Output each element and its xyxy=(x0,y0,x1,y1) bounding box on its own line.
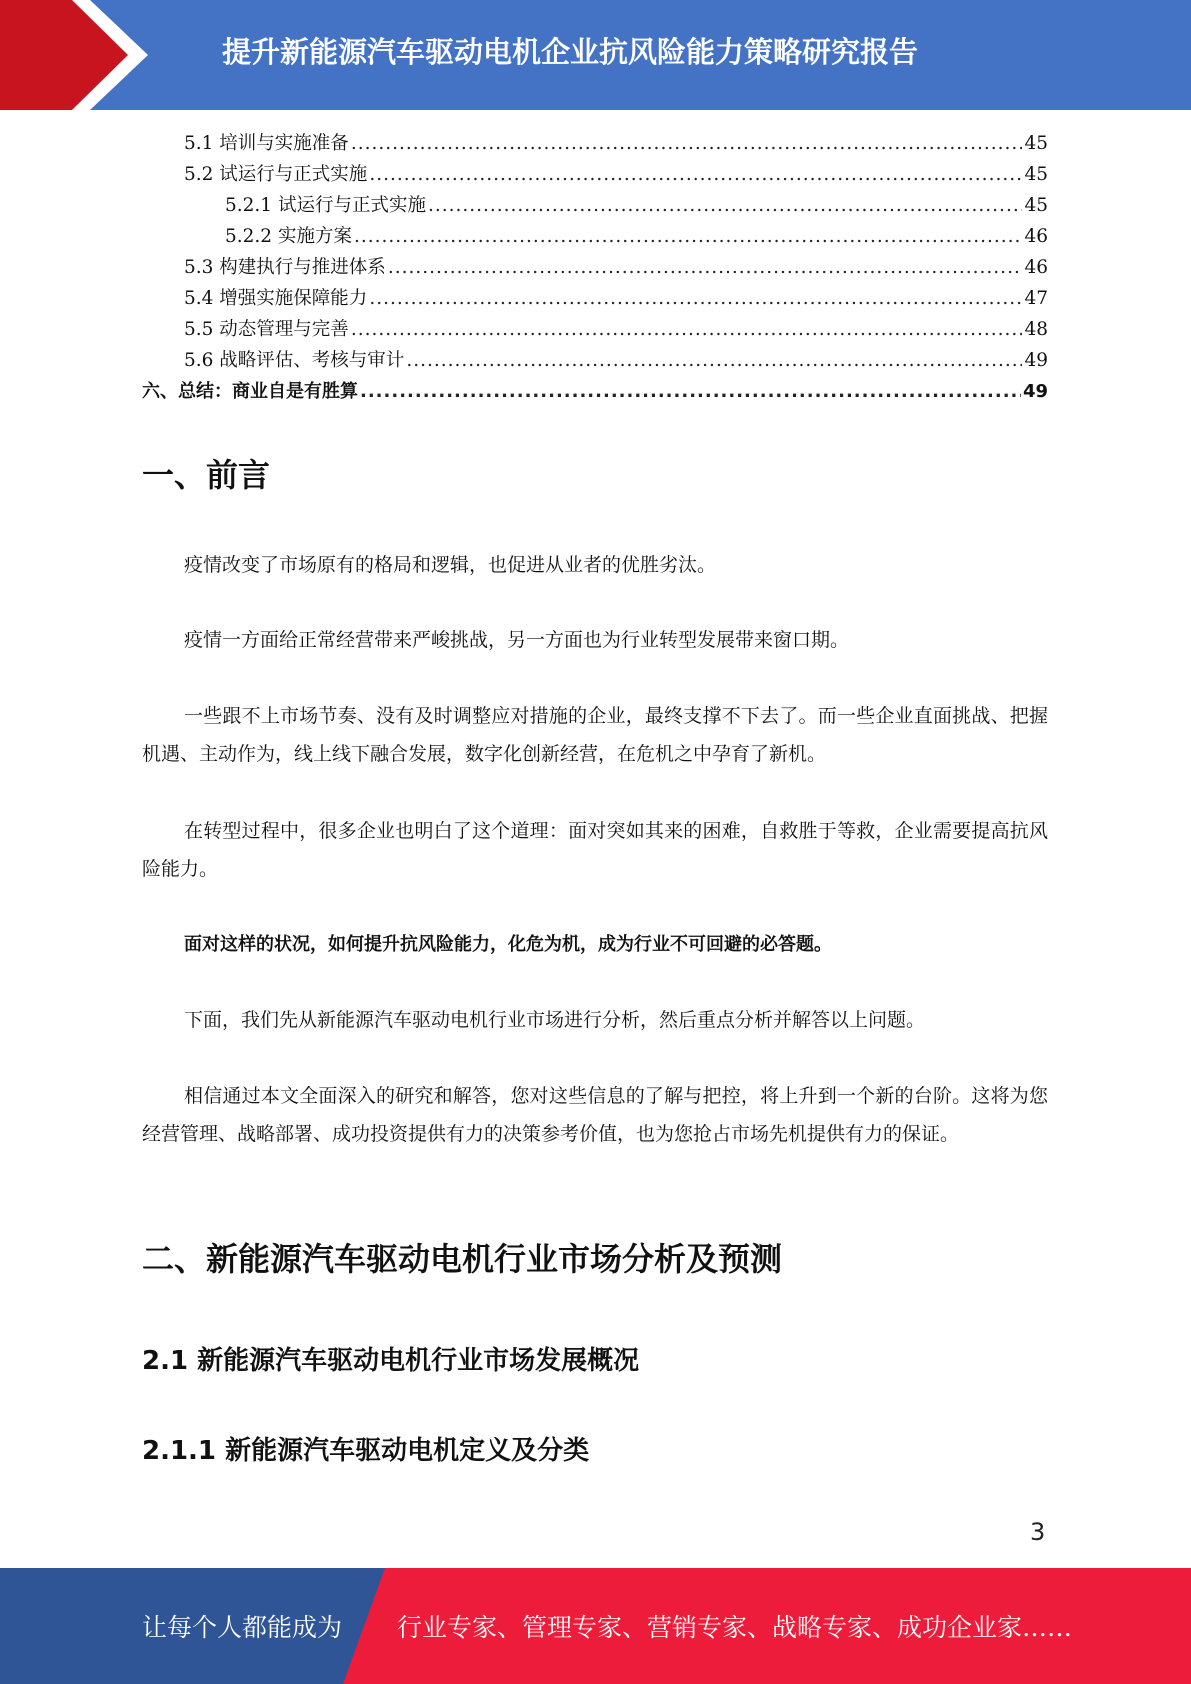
toc-entry-page: 46 xyxy=(1024,257,1048,278)
toc-entry-label: 5.6 战略评估、考核与审计 xyxy=(184,350,405,371)
table-of-contents xyxy=(142,128,1048,407)
toc-entry-page: 47 xyxy=(1024,288,1048,309)
toc-entry-label: 5.2 试运行与正式实施 xyxy=(184,164,368,185)
toc-entry-label: 5.3 构建执行与推进体系 xyxy=(184,257,386,278)
report-title: 提升新能源汽车驱动电机企业抗风险能力策略研究报告 xyxy=(222,35,919,69)
page-header xyxy=(0,0,1191,110)
toc-entry-label: 5.5 动态管理与完善 xyxy=(184,319,349,340)
emphasis-paragraph: 面对这样的状况，如何提升抗风险能力，化危为机，成为行业不可回避的必答题。 xyxy=(184,934,832,955)
market-analysis-heading: 二、新能源汽车驱动电机行业市场分析及预测 xyxy=(142,1240,783,1278)
body-paragraph: 在转型过程中，很多企业也明白了这个道理：面对突如其来的困难，自救胜于等救，企业需要提高抗风险能力。 xyxy=(142,820,1048,880)
toc-entry-label: 六、总结：商业自是有胜算 xyxy=(142,381,358,402)
toc-entry-page: 49 xyxy=(1022,381,1048,402)
toc-leader-dots xyxy=(351,128,1023,159)
toc-entry-label: 5.4 增强实施保障能力 xyxy=(184,288,368,309)
subsubsection-heading: 2.1.1 新能源汽车驱动电机定义及分类 xyxy=(142,1436,590,1466)
toc-leader-dots xyxy=(369,283,1022,314)
page-footer xyxy=(0,1568,1191,1684)
toc-entry[interactable] xyxy=(142,345,1048,376)
footer-slogan-left: 让每个人都能成为 xyxy=(142,1613,343,1642)
toc-entry-page: 48 xyxy=(1024,319,1048,340)
body-paragraph: 相信通过本文全面深入的研究和解答，您对这些信息的了解与把控，将上升到一个新的台阶。这将为您经营管理、战略部署、成功投资提供有力的决策参考价值，也为您抢占市场先机提供有力的保证。 xyxy=(142,1085,1048,1145)
toc-entry-page: 45 xyxy=(1024,195,1048,216)
toc-entry[interactable] xyxy=(142,252,1048,283)
page-number: 3 xyxy=(1030,1518,1046,1546)
toc-entry[interactable] xyxy=(142,190,1048,221)
body-paragraph: 疫情改变了市场原有的格局和逻辑，也促进从业者的优胜劣汰。 xyxy=(184,554,717,576)
toc-entry-page: 45 xyxy=(1024,164,1048,185)
toc-entry[interactable] xyxy=(142,376,1048,407)
toc-entry[interactable] xyxy=(142,128,1048,159)
toc-entry-label: 5.2.2 实施方案 xyxy=(225,226,352,247)
toc-entry-page: 45 xyxy=(1024,133,1048,154)
toc-entry-label: 5.2.1 试运行与正式实施 xyxy=(225,195,426,216)
toc-leader-dots xyxy=(360,376,1021,407)
toc-entry[interactable] xyxy=(142,314,1048,345)
toc-entry[interactable] xyxy=(142,159,1048,190)
toc-entry[interactable] xyxy=(142,283,1048,314)
toc-leader-dots xyxy=(428,190,1022,221)
subsection-heading: 2.1 新能源汽车驱动电机行业市场发展概况 xyxy=(142,1346,640,1376)
toc-entry[interactable] xyxy=(142,221,1048,252)
footer-slogan-right: 行业专家、管理专家、营销专家、战略专家、成功企业家…… xyxy=(397,1613,1073,1642)
body-paragraph: 下面，我们先从新能源汽车驱动电机行业市场进行分析，然后重点分析并解答以上问题。 xyxy=(184,1009,926,1031)
toc-entry-page: 46 xyxy=(1024,226,1048,247)
toc-entry-label: 5.1 培训与实施准备 xyxy=(184,133,349,154)
toc-leader-dots xyxy=(351,314,1023,345)
preface-heading: 一、前言 xyxy=(142,456,271,494)
toc-leader-dots xyxy=(388,252,1023,283)
body-paragraph: 疫情一方面给正常经营带来严峻挑战，另一方面也为行业转型发展带来窗口期。 xyxy=(184,629,850,651)
toc-leader-dots xyxy=(354,221,1023,252)
toc-leader-dots xyxy=(369,159,1022,190)
header-arrow-decoration xyxy=(0,0,160,110)
body-paragraph: 一些跟不上市场节奏、没有及时调整应对措施的企业，最终支撑不下去了。而一些企业直面挑战、把握机遇、主动作为，线上线下融合发展，数字化创新经营，在危机之中孕育了新机。 xyxy=(142,705,1048,765)
toc-leader-dots xyxy=(406,345,1022,376)
toc-entry-page: 49 xyxy=(1024,350,1048,371)
